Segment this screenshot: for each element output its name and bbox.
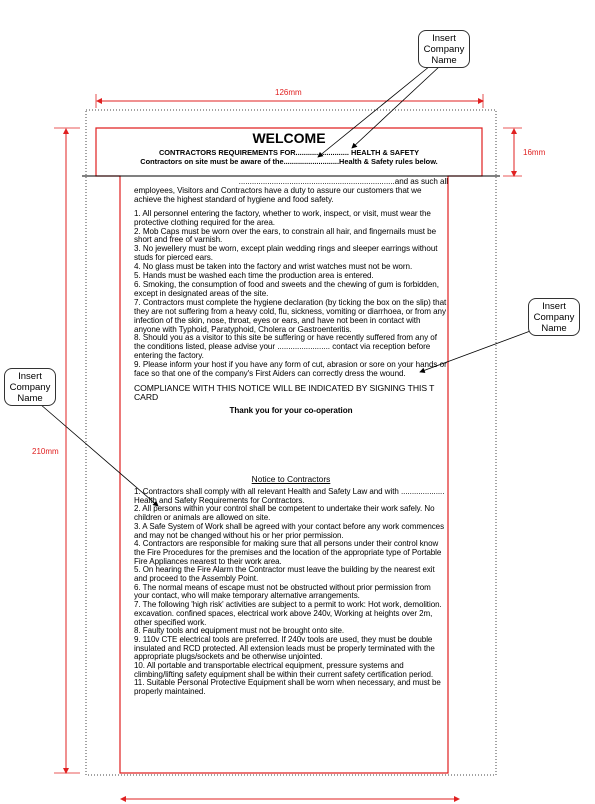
intro-paragraph: employees, Visitors and Contractors have a duty to assure our customers that we achieve the highest standard of hygiene and food safety.	[134, 185, 422, 204]
top-company-name-callout: Insert Company Name	[418, 30, 470, 68]
rule-item: 2. Mob Caps must be worn over the ears, to constrain all hair, and fingernails must be short and free of varnish.	[134, 226, 437, 245]
rule-item: 8. Should you as a visitor to this site be suffering or have recently suffered from any of the conditions listed, please advise your ........................ contact via reception before entering the factory.	[134, 333, 437, 361]
welcome-title: WELCOME	[252, 130, 326, 146]
rule-item: 1. All personnel entering the factory, whether to work, inspect, or visit, must wear the protective clothing required for the area.	[134, 208, 431, 227]
notice-item: 4. Contractors are responsible for making sure that all persons under their control know the Fire Procedures for the premises and the location of the appropriate type of Portable Fire Appliances nearest to their work area.	[134, 539, 442, 566]
right-company-name-callout: Insert Company Name	[528, 298, 580, 336]
intro-dotted-line: .......................................................................and as such all	[238, 177, 448, 186]
thank-you-line: Thank you for your co-operation	[229, 405, 353, 415]
notice-item: 7. The following 'high risk' activities are subject to a permit to work: Hot work, demolition. excavation. confined spaces, electrical work above 240v, Working at heights over 2m, other specified work.	[134, 600, 442, 627]
notice-item: 1. Contractors shall comply with all relevant Health and Safety Law and with .................... Health and Safety Requirements for Contractors.	[134, 487, 445, 505]
notice-heading: Notice to Contractors	[251, 474, 331, 484]
rule-item: 3. No jewellery must be worn, except plain wedding rings and sleeper earrings without studs for pierced ears.	[134, 244, 438, 263]
contractor-notice-section	[134, 488, 448, 697]
hygiene-rules-section	[134, 178, 448, 416]
rule-item: 7. Contractors must complete the hygiene declaration (by ticking the box on the slip) that they are not suffering from a heavy cold, flu, sickness, vomiting or diarrhoea, or from any infection of the skin, nose, throat, eyes or ears, and have not been in contact with anyone with Typhoid, Paratyphoid, Cholera or Gastroenteritis.	[134, 297, 447, 334]
notice-item: 6. The normal means of escape must not be obstructed without prior permission from your contact, who will make temporary alternative arrangements.	[134, 582, 431, 601]
rule-item: 4. No glass must be taken into the factory and wrist watches must not be worn.	[134, 262, 413, 272]
notice-item: 8. Faulty tools and equipment must not be brought onto site.	[134, 626, 345, 636]
notice-item: 5. On hearing the Fire Alarm the Contractor must leave the building by the nearest exit and proceed to the Assembly Point.	[134, 565, 435, 584]
header-line-1: CONTRACTORS REQUIREMENTS FOR.......................... HEALTH & SAFETY	[158, 148, 420, 157]
height-dimension-label: 210mm	[32, 447, 59, 456]
left-company-name-callout: Insert Company Name	[4, 368, 56, 406]
header-line-2: Contractors on site must be aware of the...........................Health & Safety rules below.	[140, 157, 438, 166]
notice-item: 3. A Safe System of Work shall be agreed with your contact before any work commences and may not be changed without his or her prior permission.	[134, 521, 445, 540]
width-dimension-label: 126mm	[275, 88, 302, 97]
notice-item: 10. All portable and transportable electrical equipment, pressure systems and climbing/lifting safety equipment shall be within their current safety certification period.	[134, 661, 434, 679]
rule-item: 6. Smoking, the consumption of food and sweets and the chewing of gum is forbidden, except in designated areas of the site.	[134, 279, 439, 298]
header-height-dimension-label: 16mm	[523, 148, 546, 157]
rule-item: 9. Please inform your host if you have any form of cut, abrasion or sore on your hands or face so that one of the company's First Aiders can correctly dress the wound.	[134, 360, 447, 379]
notice-item: 2. All persons within your control shall be competent to undertake their work safely. No children or animals are allowed on site.	[134, 504, 435, 523]
rule-item: 5. Hands must be washed each time the production area is entered.	[134, 271, 374, 281]
compliance-statement: COMPLIANCE WITH THIS NOTICE WILL BE INDICATED BY SIGNING THIS T CARD	[134, 382, 435, 403]
notice-item: 9. 110v CTE electrical tools are preferred. If 240v tools are used, they must be double insulated and RCD protected. All extension leads must be properly terminated with the appropriate plugs/sockets and be otherwise unjointed.	[134, 634, 435, 662]
notice-item: 11. Suitable Personal Protective Equipment shall be worn when necessary, and must be properly maintained.	[134, 678, 441, 697]
